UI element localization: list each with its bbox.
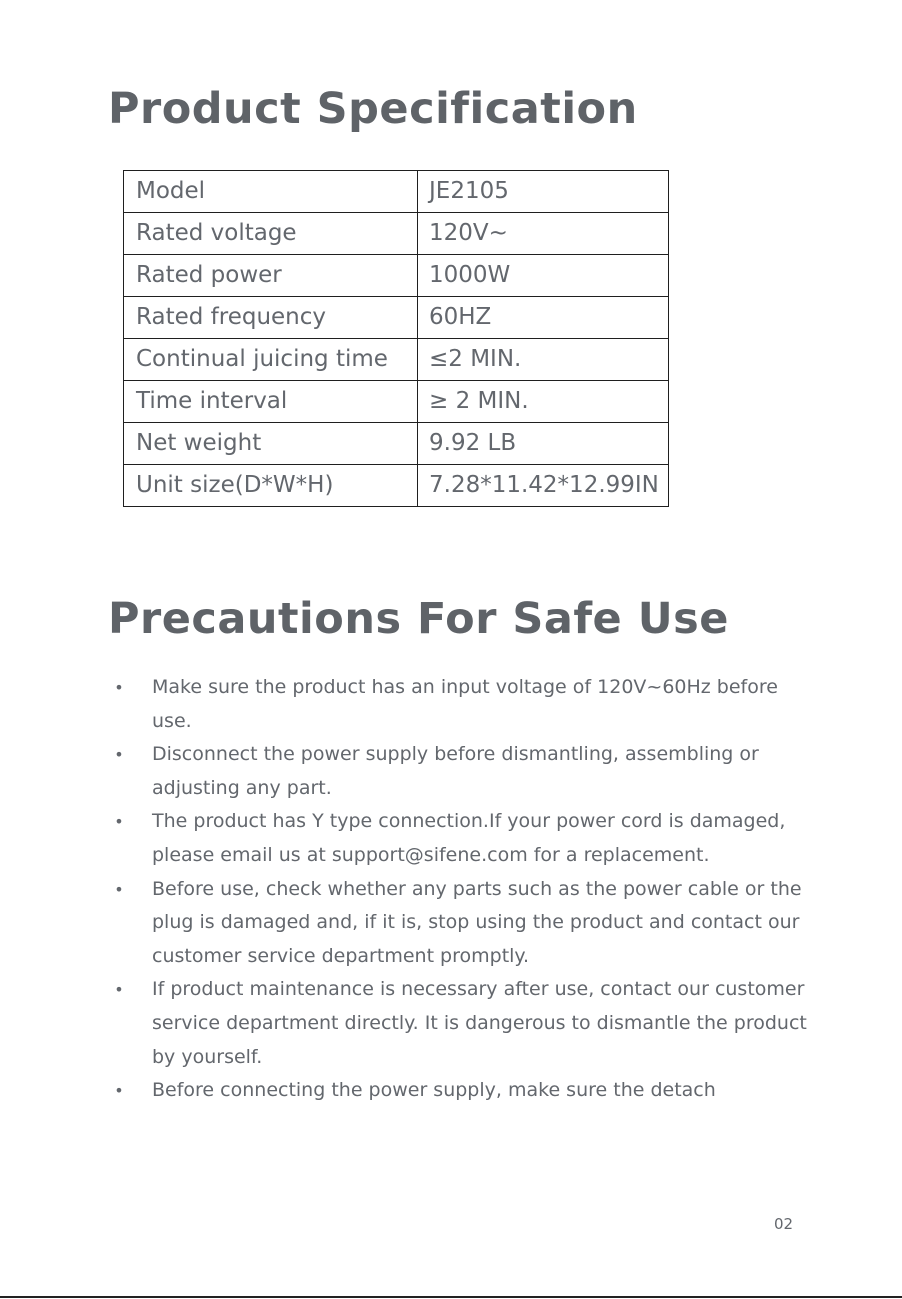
spec-value: 1000W (418, 255, 669, 297)
list-item-text: Make sure the product has an input voltage of 120V~60Hz before use. (152, 676, 778, 732)
bullet-icon: • (114, 980, 124, 1000)
list-item (112, 873, 812, 974)
bullet-icon: • (114, 879, 124, 899)
list-item-text: If product maintenance is necessary after use, contact our customer service department directly. It is dangerous to dismantle the product by yourself. (152, 978, 807, 1068)
page-bottom-rule (0, 1296, 902, 1298)
table-row (124, 423, 669, 465)
precautions-title: Precautions For Safe Use (108, 594, 729, 644)
spec-value: 60HZ (418, 297, 669, 339)
list-item-text: The product has Y type connection.If your power cord is damaged, please email us at support@sifene.com for a replacement. (152, 810, 786, 866)
spec-value: 7.28*11.42*12.99IN (418, 465, 669, 507)
spec-label: Rated power (124, 255, 418, 297)
table-row (124, 255, 669, 297)
table-row (124, 171, 669, 213)
table-row (124, 213, 669, 255)
list-item (112, 973, 812, 1074)
table-row (124, 297, 669, 339)
list-item (112, 671, 812, 738)
spec-label: Model (124, 171, 418, 213)
spec-table (123, 170, 669, 507)
spec-label: Rated frequency (124, 297, 418, 339)
list-item-text: Disconnect the power supply before dismantling, assembling or adjusting any part. (152, 743, 759, 799)
spec-label: Continual juicing time (124, 339, 418, 381)
table-row (124, 381, 669, 423)
spec-value: ≤2 MIN. (418, 339, 669, 381)
spec-label: Unit size(D*W*H) (124, 465, 418, 507)
precautions-list (112, 671, 812, 1108)
spec-value: 120V~ (418, 213, 669, 255)
table-row (124, 465, 669, 507)
list-item-text: Before use, check whether any parts such as the power cable or the plug is damaged and, if it is, stop using the product and contact our customer service department promptly. (152, 877, 802, 967)
list-item (112, 738, 812, 805)
spec-value: JE2105 (418, 171, 669, 213)
spec-value: 9.92 LB (418, 423, 669, 465)
bullet-icon: • (114, 678, 124, 697)
bullet-icon: • (114, 745, 124, 765)
list-item (112, 1074, 812, 1108)
list-item-text: Before connecting the power supply, make sure the detach (152, 1079, 716, 1102)
list-item (112, 805, 812, 872)
page-number: 02 (774, 1215, 794, 1233)
spec-label: Time interval (124, 381, 418, 423)
bullet-icon: • (114, 812, 124, 832)
spec-title: Product Specification (108, 84, 638, 134)
table-row (124, 339, 669, 381)
spec-value: ≥ 2 MIN. (418, 381, 669, 423)
bullet-icon: • (114, 1081, 124, 1101)
spec-label: Rated voltage (124, 213, 418, 255)
spec-label: Net weight (124, 423, 418, 465)
